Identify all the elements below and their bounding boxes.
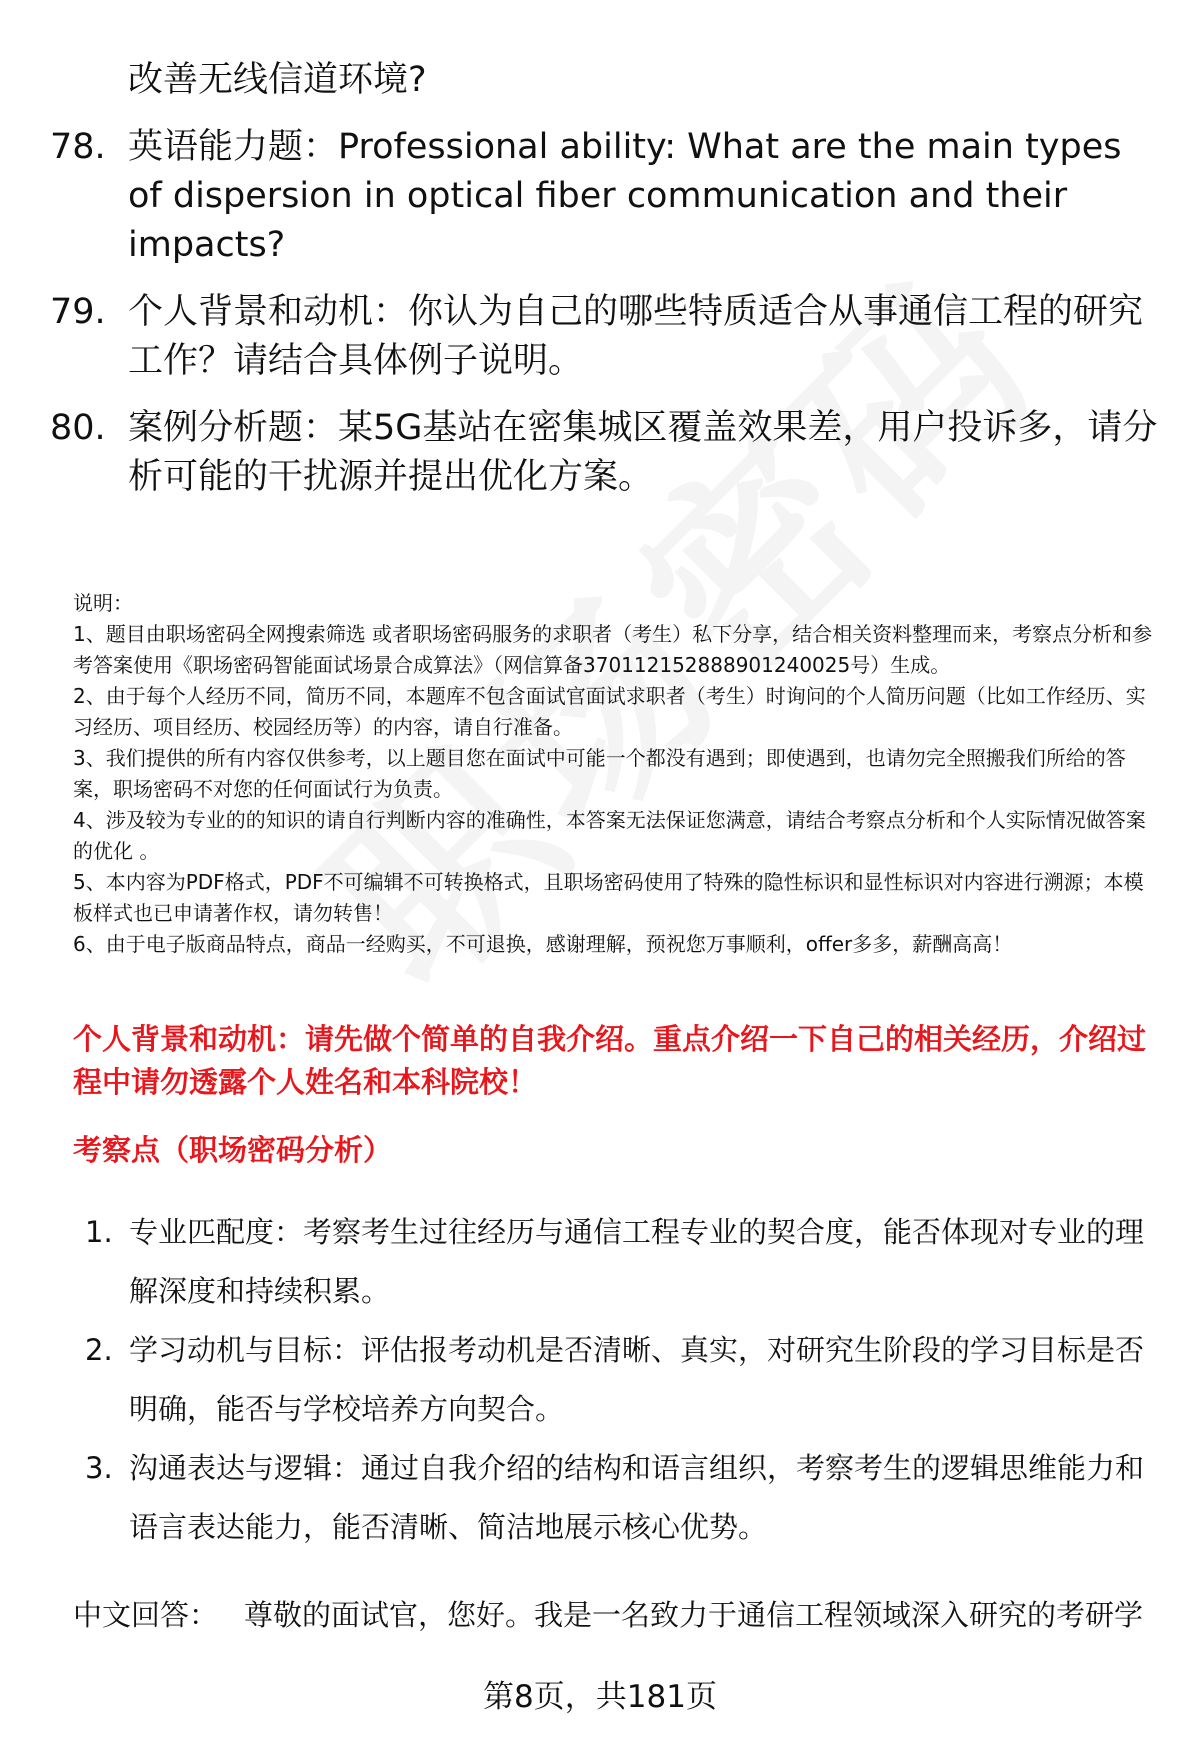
question-text: 英语能力题：Professional ability: What are the main types of dispersion in optical fiber communication and their impacts? — [128, 127, 1122, 265]
notes-title: 说明： — [73, 591, 133, 615]
question-list — [50, 56, 1160, 520]
analysis-point — [85, 1321, 1160, 1439]
question-number: 78. — [50, 127, 106, 167]
question-text: 个人背景和动机：你认为自己的哪些特质适合从事通信工程的研究工作？请结合具体例子说明。 — [128, 292, 1144, 381]
analysis-title: 考察点（职场密码分析） — [73, 1133, 393, 1167]
point-text: 学习动机与目标：评估报考动机是否清晰、真实，对研究生阶段的学习目标是否明确，能否与学校培养方向契合。 — [129, 1333, 1145, 1426]
point-number: 3. — [85, 1451, 113, 1485]
analysis-point — [85, 1439, 1160, 1557]
answer-text: 尊敬的面试官，您好。我是一名致力于通信工程领域深入研究的考研学 — [244, 1598, 1144, 1632]
point-number: 2. — [85, 1333, 113, 1367]
note-item: 6、由于电子版商品特点，商品一经购买，不可退换，感谢理解，预祝您万事顺利，offer多多，薪酬高高！ — [73, 932, 1013, 956]
note-item: 1、题目由职场密码全网搜索筛选 或者职场密码服务的求职者（考生）私下分享，结合相关资料整理而来，考察点分析和参考答案使用《职场密码智能面试场景合成算法》（网信算备370112152888901240025号）生成。 — [73, 622, 1153, 677]
point-text: 专业匹配度：考察考生过往经历与通信工程专业的契合度，能否体现对专业的理解深度和持续积累。 — [129, 1215, 1145, 1308]
question-item — [50, 123, 1160, 270]
note-item: 4、涉及较为专业的的知识的请自行判断内容的准确性，本答案无法保证您满意，请结合考察点分析和个人实际情况做答案的优化 。 — [73, 808, 1146, 863]
analysis-points — [85, 1203, 1160, 1557]
note-item: 2、由于每个人经历不同，简历不同，本题库不包含面试官面试求职者（考生）时询问的个人简历问题（比如工作经历、实习经历、项目经历、校园经历等）的内容，请自行准备。 — [73, 684, 1146, 739]
question-text: 案例分析题：某5G基站在密集城区覆盖效果差，用户投诉多，请分析可能的干扰源并提出优化方案。 — [128, 408, 1158, 497]
note-item: 5、本内容为PDF格式，PDF不可编辑不可转换格式，且职场密码使用了特殊的隐性标识和显性标识对内容进行溯源；本模板样式也已申请著作权，请勿转售！ — [73, 870, 1144, 925]
point-number: 1. — [85, 1215, 113, 1249]
highlight-question: 个人背景和动机：请先做个简单的自我介绍。重点介绍一下自己的相关经历，介绍过程中请勿透露个人姓名和本科院校！ — [73, 1022, 1147, 1099]
answer-paragraph — [73, 1594, 1143, 1637]
notes-section — [73, 588, 1158, 960]
question-item — [50, 288, 1160, 386]
question-number: 79. — [50, 292, 106, 332]
question-number: 80. — [50, 408, 106, 448]
point-text: 沟通表达与逻辑：通过自我介绍的结构和语言组织，考察考生的逻辑思维能力和语言表达能力，能否清晰、简洁地展示核心优势。 — [129, 1451, 1145, 1544]
question-item — [50, 404, 1160, 502]
question-continuation: 改善无线信道环境? — [128, 60, 427, 100]
analysis-point — [85, 1203, 1160, 1321]
answer-label: 中文回答： — [73, 1598, 219, 1632]
note-item: 3、我们提供的所有内容仅供参考，以上题目您在面试中可能一个都没有遇到；即使遇到，也请勿完全照搬我们所给的答案，职场密码不对您的任何面试行为负责。 — [73, 746, 1126, 801]
page-footer: 第8页，共181页 — [483, 1679, 717, 1715]
